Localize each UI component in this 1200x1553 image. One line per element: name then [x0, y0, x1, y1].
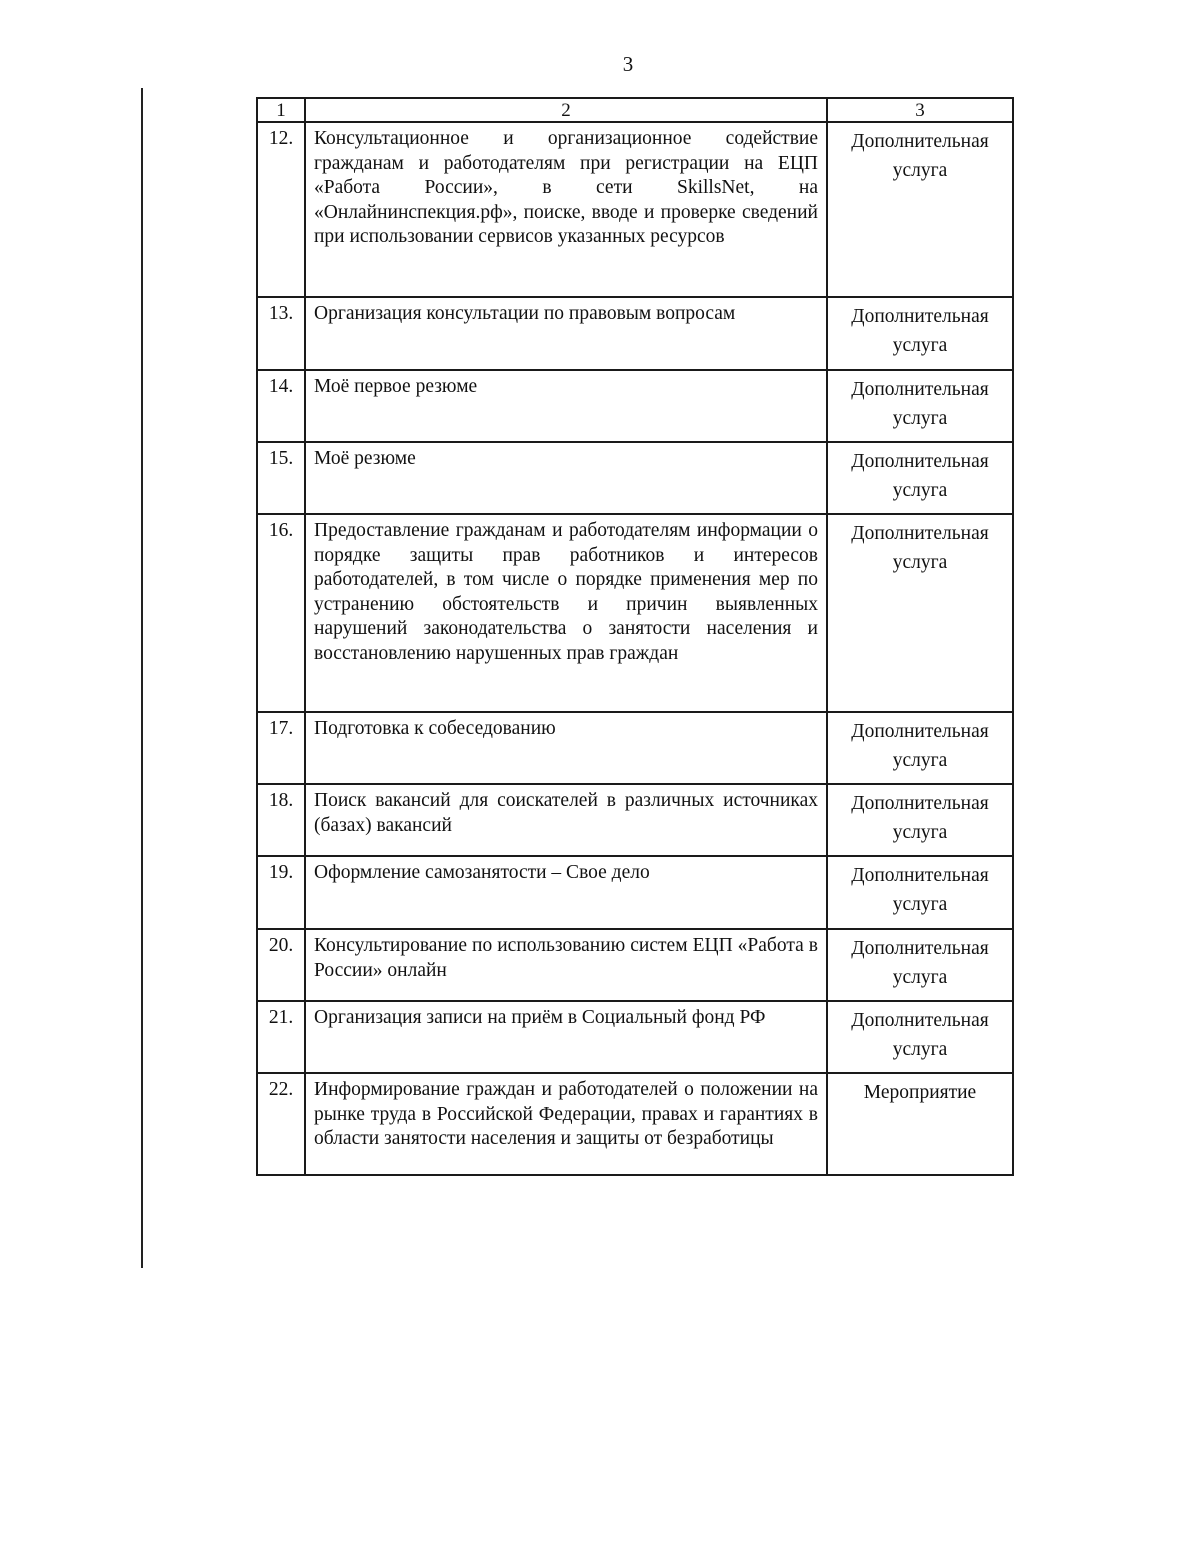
row-type: Дополнительная услуга — [827, 370, 1013, 442]
row-description: Консультационное и организационное содействие гражданам и работодателям при регистрации на ЕЦП «Работа России», в сети SkillsNet, на «Онлайнинспекция.рф», поиске, вводе и проверке сведений при использовании сервисов указанных ресурсов — [305, 122, 827, 297]
table-row — [257, 856, 1013, 929]
row-type: Дополнительная услуга — [827, 856, 1013, 929]
row-type: Дополнительная услуга — [827, 297, 1013, 370]
row-type: Мероприятие — [827, 1073, 1013, 1175]
row-description: Консультирование по использованию систем ЕЦП «Работа в России» онлайн — [305, 929, 827, 1001]
table-header-row — [257, 98, 1013, 122]
row-number: 18. — [257, 784, 305, 856]
table-row — [257, 1073, 1013, 1175]
margin-line — [141, 88, 143, 1268]
row-type: Дополнительная услуга — [827, 1001, 1013, 1073]
row-number: 15. — [257, 442, 305, 514]
row-description: Организация записи на приём в Социальный фонд РФ — [305, 1001, 827, 1073]
row-number: 19. — [257, 856, 305, 929]
table-row — [257, 929, 1013, 1001]
row-number: 14. — [257, 370, 305, 442]
table-row — [257, 784, 1013, 856]
row-description: Поиск вакансий для соискателей в различных источниках (базах) вакансий — [305, 784, 827, 856]
page-number: 3 — [622, 52, 634, 76]
table-row — [257, 122, 1013, 297]
row-number: 13. — [257, 297, 305, 370]
row-type: Дополнительная услуга — [827, 514, 1013, 712]
row-type: Дополнительная услуга — [827, 442, 1013, 514]
row-description: Предоставление гражданам и работодателям информации о порядке защиты прав работников и интересов работодателей, в том числе о порядке применения мер по устранению обстоятельств и причин выявленных нарушений законодательства о занятости населения и восстановлению нарушенных прав граждан — [305, 514, 827, 712]
row-type: Дополнительная услуга — [827, 712, 1013, 784]
row-number: 21. — [257, 1001, 305, 1073]
table-row — [257, 514, 1013, 712]
column-header-number: 1 — [257, 98, 305, 122]
row-number: 20. — [257, 929, 305, 1001]
row-description: Оформление самозанятости – Свое дело — [305, 856, 827, 929]
table-row — [257, 442, 1013, 514]
table-row — [257, 370, 1013, 442]
row-description: Информирование граждан и работодателей о положении на рынке труда в Российской Федерации, правах и гарантиях в области занятости населения и защиты от безработицы — [305, 1073, 827, 1175]
row-number: 22. — [257, 1073, 305, 1175]
row-description: Организация консультации по правовым вопросам — [305, 297, 827, 370]
row-description: Подготовка к собеседованию — [305, 712, 827, 784]
row-type: Дополнительная услуга — [827, 122, 1013, 297]
row-number: 17. — [257, 712, 305, 784]
services-table — [256, 97, 1014, 1176]
table-row — [257, 297, 1013, 370]
row-description: Моё резюме — [305, 442, 827, 514]
row-type: Дополнительная услуга — [827, 929, 1013, 1001]
table-row — [257, 712, 1013, 784]
row-type: Дополнительная услуга — [827, 784, 1013, 856]
column-header-type: 3 — [827, 98, 1013, 122]
row-number: 16. — [257, 514, 305, 712]
row-number: 12. — [257, 122, 305, 297]
row-description: Моё первое резюме — [305, 370, 827, 442]
table-row — [257, 1001, 1013, 1073]
column-header-description: 2 — [305, 98, 827, 122]
